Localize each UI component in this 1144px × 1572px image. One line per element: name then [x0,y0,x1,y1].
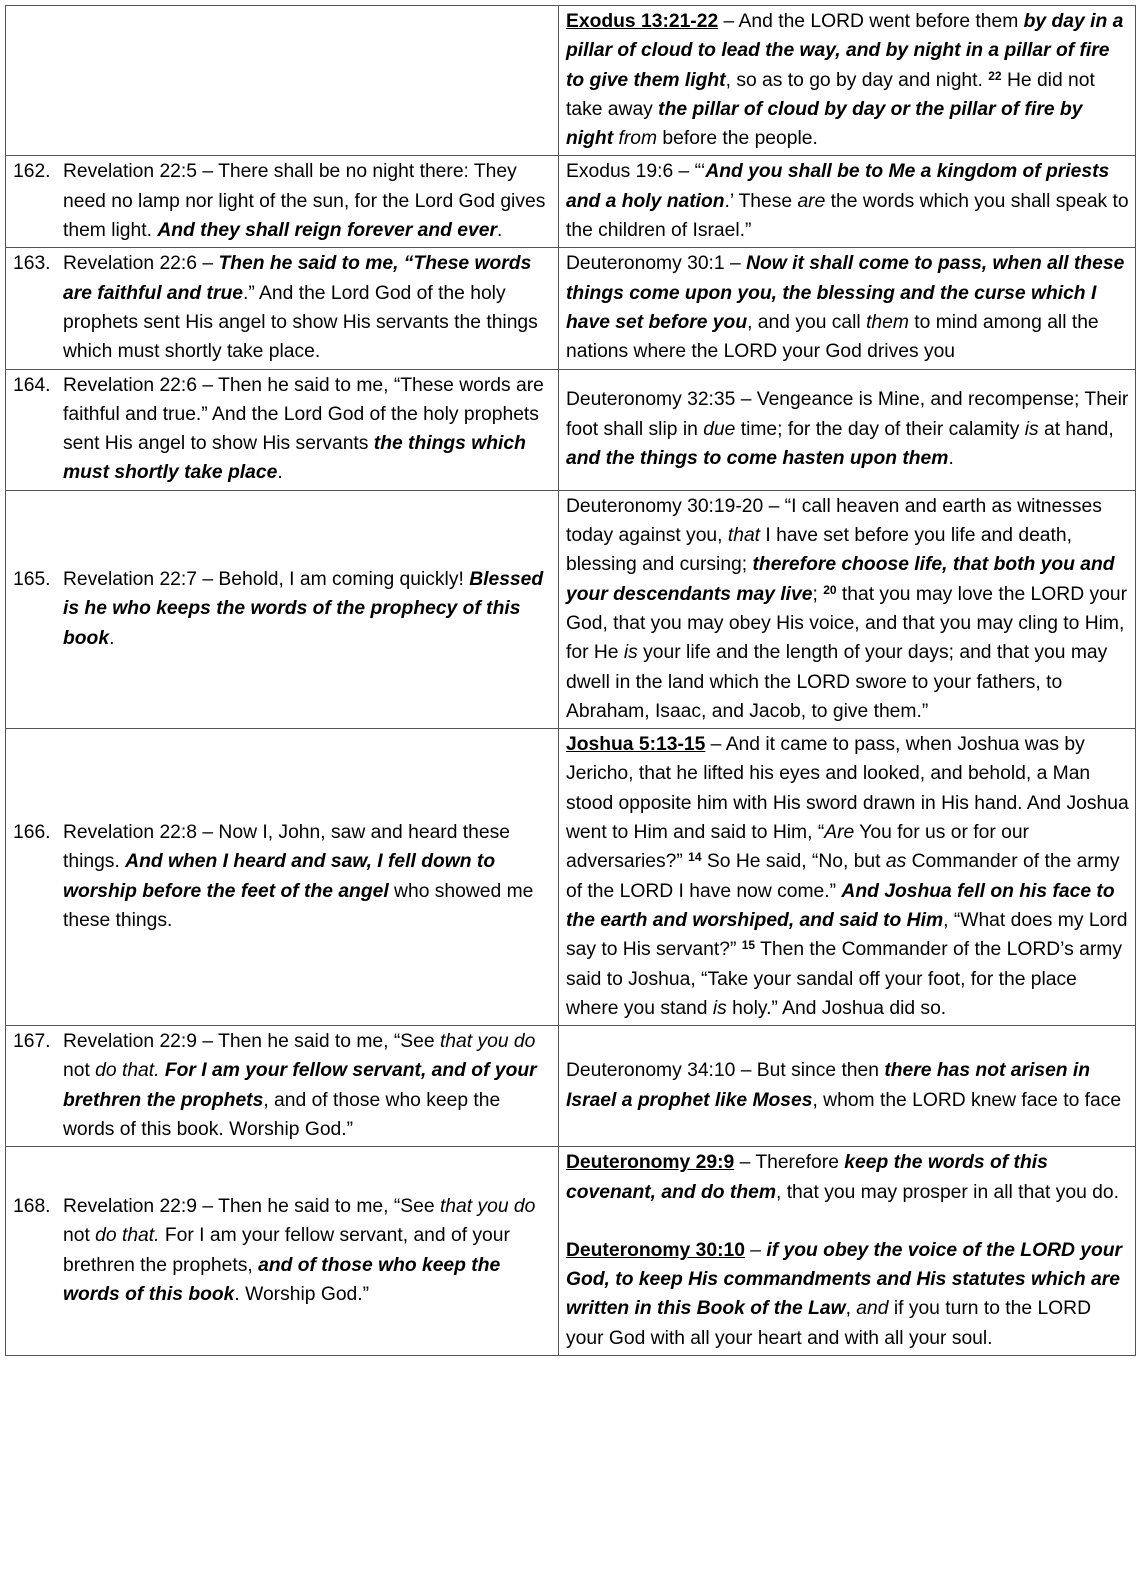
table-row [6,490,1136,728]
italic-text: is [623,642,638,664]
italic-text: is [712,997,727,1019]
verse-text: that you may love the LORD your God, that you may obey His voice, and that you may cling to Him, for He [566,583,1127,664]
emphasis-text: And they shall reign forever and ever [157,220,497,242]
passage-paragraph [63,249,552,366]
verse-text: . [109,627,115,649]
verse-text: , and you call [747,311,867,333]
verse-text: . [277,462,283,484]
italic-text: – [744,1239,767,1261]
italic-text: do that. [95,1060,160,1082]
verse-text: For I am your fellow servant, and of your brethren the prophets, [63,1225,510,1276]
passage-paragraph [63,1027,552,1144]
numbered-entry [13,818,552,935]
passage-paragraph [63,565,552,653]
verse-text: time; for the day of their calamity [735,418,1025,440]
italic-text: is [1024,418,1039,440]
revelation-verse-cell [6,248,559,369]
old-testament-reference-cell [559,248,1136,369]
emphasis-text: Blessed is he who keeps the words of the prophecy of this book [63,568,544,649]
verse-text: So He said, “No, but [701,851,886,873]
entry-number: 165. [13,568,51,590]
entry-number: 168. [13,1196,51,1218]
numbered-entry [13,157,552,245]
passage-paragraph [566,249,1129,366]
verse-text: – Therefore [734,1152,845,1174]
numbered-entry [13,1027,552,1144]
old-testament-reference-cell [559,1147,1136,1356]
table-row [6,248,1136,369]
italic-text: as [885,851,907,873]
passage-paragraph [63,371,552,488]
reference-heading: Exodus 13:21-22 [566,11,719,32]
emphasis-text: keep the words of this covenant, and do them [566,1152,1048,1203]
verse-text: Revelation 22:6 – [63,253,219,275]
verse-text: Revelation 22:9 – Then he said to me, “See [63,1196,440,1218]
verse-number: 22 [988,68,1002,83]
verse-text: , and of those who keep the words of this book. Worship God.” [63,1089,501,1140]
revelation-verse-cell [6,369,559,490]
passage-paragraph [566,157,1129,245]
italic-text: Are [824,822,855,844]
passage-paragraph [566,730,1129,1023]
italic-text: that you do [439,1196,536,1218]
verse-text: not [63,1060,96,1082]
table-row [6,1147,1136,1356]
italic-text: them [866,311,909,333]
emphasis-text: And when I heard and saw, I fell down to worship before the feet of the angel [63,851,496,902]
verse-text: Revelation 22:9 – Then he said to me, “See [63,1031,440,1053]
passage-paragraph [63,157,552,245]
passage-paragraph [566,1148,1129,1207]
entry-number: 166. [13,822,51,844]
italic-text: are [797,190,826,212]
italic-text: and [856,1298,889,1320]
verse-text: Deuteronomy 30:19-20 – “I call heaven and earth as witnesses today against you, [566,495,1102,547]
verse-text: Revelation 22:8 – Now I, John, saw and heard these things. [63,822,510,873]
emphasis-text: the things which must shortly take place [63,433,526,484]
cross-reference-table-body [6,6,1136,1356]
old-testament-reference-cell [559,156,1136,248]
passage-paragraph [566,1236,1129,1353]
verse-text: at hand, [1038,418,1114,440]
reference-heading: Deuteronomy 30:10 [566,1239,745,1261]
reference-heading: Joshua 5:13-15 [566,734,706,756]
table-row [6,6,1136,156]
emphasis-text: And Joshua fell on his face to the earth and worshiped, and said to Him [566,880,1115,931]
entry-text [63,1027,552,1144]
verse-text: Deuteronomy 32:35 – Vengeance is Mine, and recompense; Their foot shall slip in [566,389,1129,440]
verse-text: if you turn to the LORD your God with all your heart and with all your soul. [566,1298,1092,1349]
verse-text: Revelation 22:5 – There shall be no night there: They need no lamp nor light of the sun, for the Lord God gives them light. [63,161,546,242]
verse-text: to mind among all the nations where the LORD your God drives you [566,311,1099,363]
entry-number: 162. [13,161,51,183]
verse-text: You for us or for our adversaries?” [566,822,1029,873]
verse-text: He did not take away [566,69,1095,120]
verse-number: 15 [741,938,756,953]
verse-text: holy.” And Joshua did so. [726,997,947,1019]
verse-text: before the people. [657,128,818,150]
emphasis-text: there has not arisen in Israel a prophet like Moses [566,1060,1091,1111]
italic-text: do that. [95,1225,160,1247]
verse-text: ; [812,583,824,605]
entry-text [63,1192,552,1309]
italic-text: that [727,525,761,547]
emphasis-text: Then he said to me, “These words are faithful and true [63,253,532,304]
emphasis-text: if you obey the voice of the LORD your God, to keep His commandments and His statutes which are written in this Book of the Law [566,1239,1123,1320]
passage-paragraph [63,1192,552,1309]
table-row [6,369,1136,490]
emphasis-text: For I am your fellow servant, and of your brethren the prophets [63,1060,537,1111]
verse-text: , “What does my Lord say to His servant?” [566,909,1128,961]
table-row [6,1026,1136,1147]
verse-text: Revelation 22:7 – Behold, I am coming quickly! [63,568,470,590]
verse-text: . [948,447,954,469]
passage-paragraph [566,7,1129,153]
verse-text: Commander of the army of the LORD I have now come.” [566,851,1120,902]
verse-text: the words which you shall speak to the children of Israel.” [566,190,1129,242]
old-testament-reference-cell [559,490,1136,728]
italic-text: that you do [439,1031,536,1053]
entry-number: 167. [13,1031,51,1053]
table-row [6,729,1136,1026]
verse-text: .” And the Lord God of the holy prophets sent His angel to show His servants the things which must shortly take place. [63,282,538,363]
emphasis-text: by day in a pillar of cloud to lead the way, and by night in a pillar of fire to give them light [566,11,1124,91]
numbered-entry [13,249,552,366]
entry-number: 163. [13,253,51,275]
reference-heading: Deuteronomy 29:9 [566,1152,735,1174]
italic-text: from [618,128,658,150]
verse-text: . [497,220,503,242]
verse-text: , so as to go by day and night. [725,69,989,91]
entry-text [63,371,552,488]
passage-paragraph [566,385,1129,473]
revelation-verse-cell [6,1026,559,1147]
old-testament-reference-cell [559,1026,1136,1147]
paragraph-gap [566,1207,1129,1236]
old-testament-reference-cell [559,369,1136,490]
verse-text: . Worship God.” [234,1283,370,1305]
verse-text: – And it came to pass, when Joshua was by Jericho, that he lifted his eyes and looked, and behold, a Man stood opposite him with His sword drawn in His hand. And Joshua went to Him and said to Him, “ [566,734,1129,844]
emphasis-text: and of those who keep the words of this book [63,1254,501,1305]
italic-text: due [703,418,736,440]
verse-text: .’ These [724,190,798,212]
verse-text: Deuteronomy 34:10 – But since then [566,1060,885,1082]
verse-text: Deuteronomy 30:1 – [566,253,747,275]
emphasis-text: therefore choose life, that both you and your descendants may live [566,554,1115,605]
verse-text: who showed me these things. [63,880,534,931]
entry-text [63,157,552,245]
numbered-entry [13,1192,552,1309]
passage-paragraph [566,492,1129,726]
entry-text [63,565,552,653]
entry-text [63,249,552,366]
verse-text: Then the Commander of the LORD’s army said to Joshua, “Take your sandal off your foot, for the place where you stand [566,939,1122,1019]
revelation-verse-cell [6,156,559,248]
passage-paragraph [63,818,552,935]
verse-text: , that you may prosper in all that you do. [775,1181,1119,1203]
verse-number: 20 [823,582,837,597]
revelation-verse-cell [6,1147,559,1356]
verse-text: Revelation 22:6 – Then he said to me, “These words are faithful and true.” And the Lord God of the holy prophets sent His angel to show His servants [63,374,544,455]
old-testament-reference-cell [559,729,1136,1026]
passage-paragraph [566,1056,1129,1115]
emphasis-text: the pillar of cloud by day or the pillar of fire by night [566,98,1083,150]
revelation-verse-cell [6,729,559,1026]
verse-text: not [63,1225,96,1247]
revelation-verse-cell [6,6,559,156]
verse-number: 14 [688,850,702,865]
verse-text: I have set before you life and death, blessing and cursing; [566,525,1072,576]
numbered-entry [13,565,552,653]
verse-text: , whom the LORD knew face to face [812,1089,1122,1111]
table-row [6,156,1136,248]
verse-text: your life and the length of your days; and that you may dwell in the land which the LORD swore to your fathers, to Abraham, Isaac, and Jacob, to give them.” [566,642,1108,722]
verse-text: , [845,1298,857,1320]
cross-reference-table [5,5,1136,1356]
old-testament-reference-cell [559,6,1136,156]
numbered-entry [13,371,552,488]
emphasis-text: And you shall be to Me a kingdom of priests and a holy nation [566,161,1110,212]
entry-number: 164. [13,374,51,396]
entry-text [63,818,552,935]
emphasis-text: and the things to come hasten upon them [566,447,949,469]
verse-text: – And the LORD went before them [718,11,1024,32]
verse-text: Exodus 19:6 – “‘ [566,161,706,183]
emphasis-text: Now it shall come to pass, when all these things come upon you, the blessing and the curse which I have set before you [566,253,1125,333]
revelation-verse-cell [6,490,559,728]
